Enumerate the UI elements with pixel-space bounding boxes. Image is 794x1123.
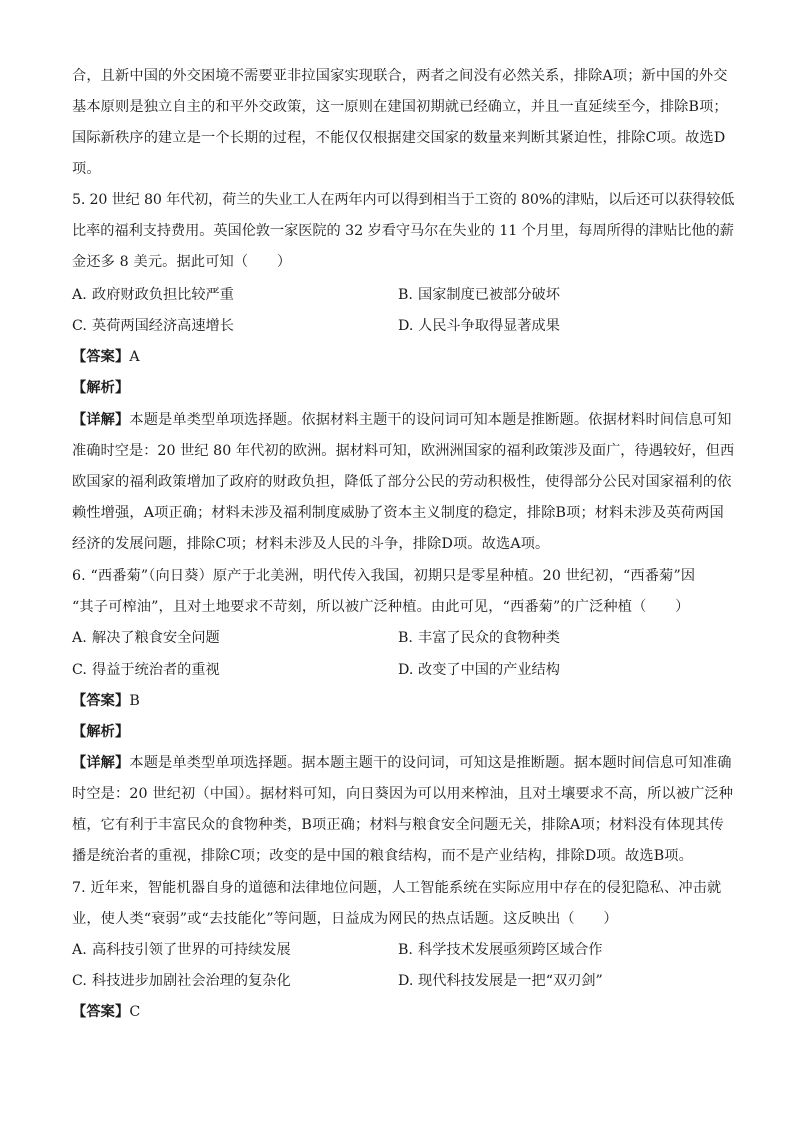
continuation-line: 项。 (72, 161, 101, 177)
q6-detail-line: 时空是：20 世纪初（中国）。据材料可知，向日葵因为可以用来榨油，且对土壤要求不高，所以被广泛种 (72, 786, 734, 802)
q5-detail-line: 经济的发展问题，排除C项；材料未涉及人民的斗争，排除D项。故选A项。 (72, 536, 550, 552)
q5-option-a: A. 政府财政负担比较严重 (72, 287, 234, 303)
q5-detail-line: 【详解】本题是单类型单项选择题。依据材料主题干的设问词可知本题是推断题。依据材料时间信息可知 (72, 412, 732, 428)
q5-stem-line: 比率的福利支持费用。英国伦敦一家医院的 32 岁看守马尔在失业的 11 个月里，每周所得的津贴比他的薪 (72, 223, 734, 239)
q5-answer: 【答案】A (72, 349, 140, 365)
q6-option-b: B. 丰富了民众的食物种类 (398, 630, 560, 646)
q6-option-d: D. 改变了中国的产业结构 (398, 662, 560, 678)
q5-detail-line: 欧国家的福利政策增加了政府的财政负担，降低了部分公民的劳动积极性，使得部分公民对国家福利的依 (72, 474, 732, 490)
q6-detail-line: 植，它有利于丰富民众的食物种类，B项正确；材料与粮食安全问题无关，排除A项；材料没有体现其传 (72, 817, 724, 833)
q7-option-c: C. 科技进步加剧社会治理的复杂化 (72, 973, 291, 989)
q5-option-b: B. 国家制度已被部分破坏 (398, 287, 560, 303)
q5-stem-line: 金还多 8 美元。据此可知（ ） (72, 254, 292, 270)
q5-option-d: D. 人民斗争取得显著成果 (398, 318, 560, 334)
q7-stem-line: 业，使人类“衰弱”或“去技能化”等问题，日益成为网民的热点话题。这反映出（ ） (72, 911, 618, 927)
q5-option-c: C. 英荷两国经济高速增长 (72, 318, 234, 334)
q7-option-b: B. 科学技术发展亟须跨区域合作 (398, 942, 603, 958)
q6-answer: 【答案】B (72, 693, 140, 709)
q6-detail-line: 【详解】本题是单类型单项选择题。据本题主题干的设问词，可知这是推断题。据本题时间信息可知准确 (72, 755, 732, 771)
q5-analysis-label: 【解析】 (72, 380, 130, 396)
q6-detail-line: 播是统治者的重视，排除C项；改变的是中国的粮食结构，而不是产业结构，排除D项。故选B项。 (72, 848, 693, 864)
q7-option-d: D. 现代科技发展是一把“双刃剑” (398, 973, 603, 989)
q6-stem-line: 6. “西番菊”（向日葵）原产于北美洲，明代传入我国，初期只是零星种植。20 世纪初，“西番菊”因 (72, 568, 696, 584)
continuation-line: 基本原则是独立自主的和平外交政策，这一原则在建国初期就已经确立，并且一直延续至今，排除B项； (72, 99, 728, 115)
q6-stem-line: “其子可榨油”，且对土地要求不苛刻，所以被广泛种植。由此可见，“西番菊”的广泛种植（ ） (72, 599, 690, 615)
q6-analysis-label: 【解析】 (72, 724, 130, 740)
q5-detail-line: 准确时空是：20 世纪 80 年代初的欧洲。据材料可知，欧洲洲国家的福利政策涉及面广，待遇较好，但西 (72, 443, 735, 459)
q7-option-a: A. 高科技引领了世界的可持续发展 (72, 942, 291, 958)
q6-option-c: C. 得益于统治者的重视 (72, 662, 220, 678)
continuation-line: 国际新秩序的建立是一个长期的过程，不能仅仅根据建交国家的数量来判断其紧迫性，排除C项。故选D (72, 130, 726, 146)
q7-answer: 【答案】C (72, 1004, 141, 1020)
continuation-line: 合，且新中国的外交困境不需要亚非拉国家实现联合，两者之间没有必然关系，排除A项；新中国的外交 (72, 68, 728, 84)
q6-option-a: A. 解决了粮食安全问题 (72, 630, 220, 646)
q5-detail-line: 赖性增强，A项正确；材料未涉及福利制度威胁了资本主义制度的稳定，排除B项；材料未涉及英荷两国 (72, 505, 724, 521)
q7-stem-line: 7. 近年来，智能机器自身的道德和法律地位问题，人工智能系统在实际应用中存在的侵犯隐私、冲击就 (72, 880, 722, 896)
q5-stem-line: 5. 20 世纪 80 年代初，荷兰的失业工人在两年内可以得到相当于工资的 80%的津贴，以后还可以获得较低 (72, 192, 735, 208)
